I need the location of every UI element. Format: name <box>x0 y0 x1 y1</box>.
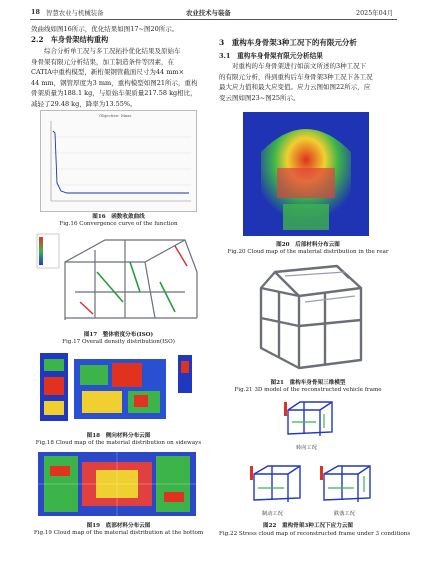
fig22-turn-condition <box>282 398 338 440</box>
header-rule <box>30 19 397 20</box>
fig22-caption-cn: 图22 重构骨架3种工况下应力云图 <box>263 523 353 529</box>
fig22-caption-en: Fig.22 Stress cloud map of reconstructed frame under 3 conditions <box>219 531 411 537</box>
issue-date: 2025年04月 <box>356 9 394 17</box>
fig22-label-turn: 转向工况 <box>296 445 317 451</box>
fig16-caption-en: Fig.16 Convergence curve of the function <box>59 221 178 227</box>
fig22-bump-condition <box>318 462 376 506</box>
fig19-caption-en: Fig.19 Cloud map of the material distribution at the bottom <box>33 530 204 536</box>
text-line: 的有限元分析，得到重构后车身骨架3种工况下各工况 <box>219 72 373 81</box>
text-line: 变云图如图23~图25所示。 <box>219 93 300 102</box>
text-line: 44 mm，钢管厚度为3 mm，重构模型如图21所示，重构 <box>31 78 198 87</box>
page-number: 18 <box>31 8 40 16</box>
fig17-density-iso <box>35 232 201 326</box>
fig19-bottom-cloud <box>38 452 196 516</box>
fig18-caption-cn: 图18 侧向材料分布云图 <box>86 433 151 439</box>
text-line: 最大应力值和最大应变值。应力云图如图22所示，应 <box>219 83 371 91</box>
fig19-caption-cn: 图19 底部材料分布云图 <box>86 523 151 529</box>
fig20-rear-cloud <box>243 112 369 236</box>
fig17-caption-en: Fig.17 Overall density distribution(ISO) <box>62 339 175 345</box>
fig18-caption-en: Fig.18 Cloud map of the material distribution on sideways <box>35 440 202 446</box>
paragraph-continued: 敛曲线如图16所示，优化结果如图17~图20所示。 <box>31 25 179 33</box>
paragraph-2-2 <box>31 46 206 109</box>
text-line: 综合分析单工况与多工况拓扑优化结果及原始车 <box>44 47 181 55</box>
plot-title: Objective: Mass <box>99 113 132 118</box>
fig20-caption-cn: 图20 后部材料分布云图 <box>276 242 340 248</box>
fig22-brake-condition <box>248 462 306 506</box>
section-name: 农业技术与装备 <box>186 9 231 17</box>
section-heading-3: 3 重构车身骨架3种工况下的有限元分析 <box>219 38 357 47</box>
journal-name: 智慧农业与机械装备 <box>46 9 104 17</box>
text-line: 骨架质量为188.1 kg，与原始车架质量217.58 kg相比， <box>31 89 197 97</box>
convergence-curve <box>41 111 196 211</box>
fig21-caption-cn: 图21 重构车身骨架三维模型 <box>270 380 346 386</box>
paragraph-3-1 <box>219 61 397 103</box>
fig17-caption-cn: 图17 整体密度分布(ISO) <box>83 332 154 338</box>
section-heading-3-1: 3.1 重构车身骨架有限元分析结果 <box>219 52 323 60</box>
fig16-plot <box>40 110 197 212</box>
text-line: 对重构的车身骨架进行如前文所述的3种工况下 <box>232 62 367 70</box>
text-line: 减轻了29.48 kg，降率为13.55%。 <box>31 99 137 108</box>
fig20-caption-en: Fig.20 Cloud map of the material distribution in the rear <box>227 249 389 255</box>
fig16-caption-cn: 图16 函数收敛曲线 <box>92 214 145 220</box>
fig22-label-bump: 跌落工况 <box>334 511 355 517</box>
fig21-3d-frame <box>245 262 369 372</box>
text-line: CATIA中重构模型，新桁架钢管截面尺寸为44 mm× <box>31 68 185 76</box>
section-heading-2-2: 2.2 车身骨架结构重构 <box>31 35 109 44</box>
fig21-caption-en: Fig.21 3D model of the reconstructed vehicle frame <box>234 387 382 393</box>
fig22-label-brake: 制动工况 <box>262 511 283 517</box>
text-line: 身骨架有限元分析结果，加工制造条件等因素，在 <box>31 57 174 66</box>
fig18-sideways-cloud <box>38 351 196 426</box>
